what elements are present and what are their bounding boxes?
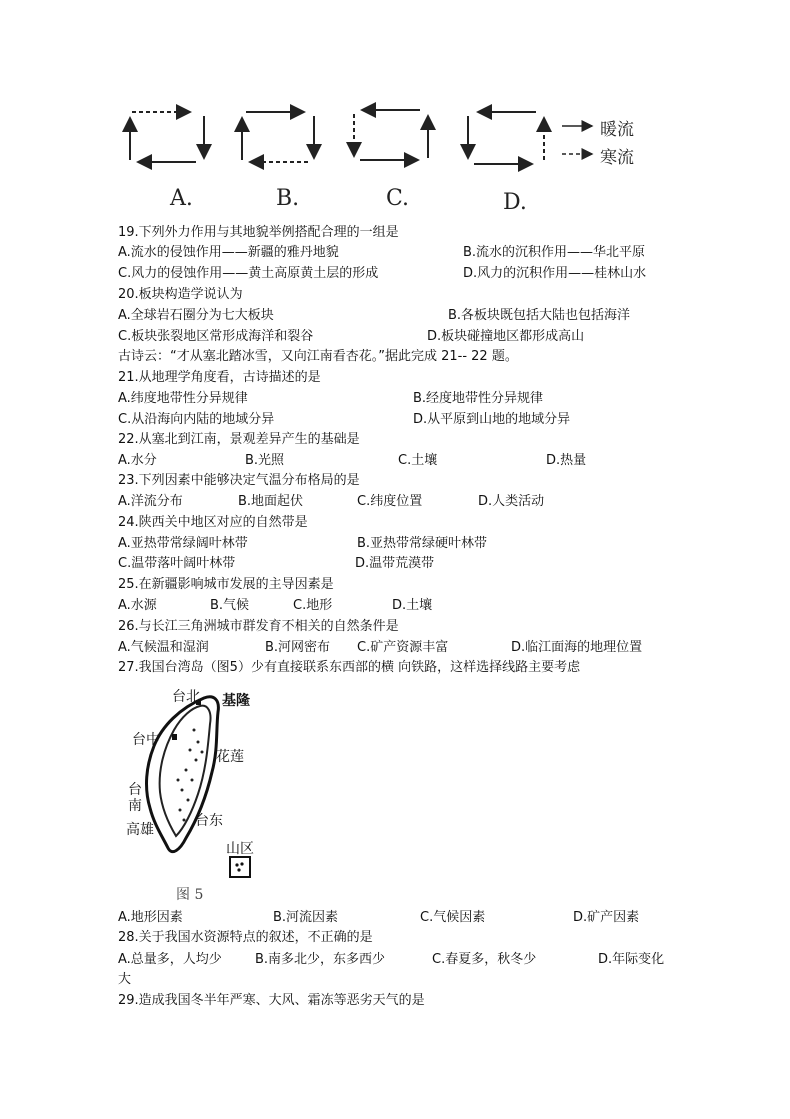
q20-stem: 20.板块构造学说认为 xyxy=(118,287,243,302)
caption-d: D. xyxy=(503,190,527,215)
q19-option-c: C.风力的侵蚀作用——黄土高原黄土层的形成 xyxy=(118,266,379,281)
map-legend-mountain: 山区 xyxy=(226,841,254,857)
q23-option-a: A.洋流分布 xyxy=(118,494,183,509)
q28-option-d-continued: 大 xyxy=(118,972,132,987)
caption-a: A. xyxy=(170,186,193,211)
q22-option-a: A.水分 xyxy=(118,453,157,468)
q22-option-c: C.土壤 xyxy=(398,453,438,468)
q28-option-a: A.总量多，人均少 xyxy=(118,952,222,967)
q25-option-a: A.水源 xyxy=(118,598,157,613)
map-label-taibei: 台北 xyxy=(172,689,200,705)
q26-option-d: D.临江面海的地理位置 xyxy=(511,640,643,655)
q19-stem: 19.下列外力作用与其地貌举例搭配合理的一组是 xyxy=(118,225,399,240)
diagram-d xyxy=(468,112,544,164)
q24-option-b: B.亚热带常绿硬叶林带 xyxy=(357,536,488,551)
map-label-taidong: 台东 xyxy=(195,813,223,829)
diagram-a xyxy=(130,112,204,162)
city-marker-taizhong xyxy=(172,734,177,740)
q19-option-a: A.流水的侵蚀作用——新疆的雅丹地貌 xyxy=(118,245,339,260)
q25-option-b: B.气候 xyxy=(210,598,250,613)
q20-option-c: C.板块张裂地区常形成海洋和裂谷 xyxy=(118,329,314,344)
q21-option-c: C.从沿海向内陆的地域分异 xyxy=(118,412,275,427)
map-label-hualian: 花莲 xyxy=(216,749,244,765)
map-label-tainan: 台 南 xyxy=(128,782,142,814)
q22-option-b: B.光照 xyxy=(245,453,285,468)
q22-option-d: D.热量 xyxy=(546,453,587,468)
q28-option-c: C.春夏多，秋冬少 xyxy=(432,952,537,967)
q24-option-a: A.亚热带常绿阔叶林带 xyxy=(118,536,248,551)
caption-c: C. xyxy=(386,186,410,211)
q19-option-d: D.风力的沉积作用——桂林山水 xyxy=(463,266,647,281)
q29-stem: 29.造成我国冬半年严寒、大风、霜冻等恶劣天气的是 xyxy=(118,993,425,1008)
q24-option-d: D.温带荒漠带 xyxy=(355,556,435,571)
q21-option-a: A.纬度地带性分异规律 xyxy=(118,391,248,406)
q26-option-a: A.气候温和湿润 xyxy=(118,640,209,655)
diagram-b xyxy=(242,112,314,162)
ocean-current-diagrams xyxy=(118,100,678,190)
q28-option-d: D.年际变化 xyxy=(598,952,665,967)
q20-option-a: A.全球岩石圈分为七大板块 xyxy=(118,308,274,323)
q23-option-c: C.纬度位置 xyxy=(357,494,423,509)
q25-option-c: C.地形 xyxy=(293,598,333,613)
q26-option-b: B.河网密布 xyxy=(265,640,331,655)
q24-stem: 24.陕西关中地区对应的自然带是 xyxy=(118,515,308,530)
poem-intro: 古诗云：“才从塞北踏冰雪，又向江南看杏花。”据此完成 21-- 22 题。 xyxy=(118,349,518,364)
q23-stem: 23.下列因素中能够决定气温分布格局的是 xyxy=(118,473,360,488)
q25-option-d: D.土壤 xyxy=(392,598,433,613)
caption-b: B. xyxy=(276,186,300,211)
map-label-jilong: 基隆 xyxy=(222,693,250,709)
figure-caption: 图 5 xyxy=(176,887,204,903)
q26-stem: 26.与长江三角洲城市群发育不相关的自然条件是 xyxy=(118,619,399,634)
q27-option-b: B.河流因素 xyxy=(273,910,339,925)
q21-option-d: D.从平原到山地的地域分异 xyxy=(413,412,571,427)
q28-stem: 28.关于我国水资源特点的叙述，不正确的是 xyxy=(118,930,373,945)
q26-option-c: C.矿产资源丰富 xyxy=(357,640,449,655)
q22-stem: 22.从塞北到江南，景观差异产生的基础是 xyxy=(118,432,360,447)
q28-option-b: B.南多北少，东多西少 xyxy=(255,952,386,967)
legend-cold-label: 寒流 xyxy=(600,148,634,168)
q23-option-d: D.人类活动 xyxy=(478,494,545,509)
q27-option-c: C.气候因素 xyxy=(420,910,486,925)
q20-option-d: D.板块碰撞地区都形成高山 xyxy=(427,329,585,344)
q25-stem: 25.在新疆影响城市发展的主导因素是 xyxy=(118,577,334,592)
mountain-legend-box xyxy=(229,856,251,878)
diagram-c xyxy=(354,110,428,160)
q27-stem: 27.我国台湾岛（图5）少有直接联系东西部的横 向铁路，这样选择线路主要考虑 xyxy=(118,660,581,675)
map-label-gaoxiong: 高雄 xyxy=(126,822,154,838)
q27-option-d: D.矿产因素 xyxy=(573,910,640,925)
q23-option-b: B.地面起伏 xyxy=(238,494,304,509)
q27-option-a: A.地形因素 xyxy=(118,910,183,925)
q24-option-c: C.温带落叶阔叶林带 xyxy=(118,556,236,571)
q21-option-b: B.经度地带性分异规律 xyxy=(413,391,544,406)
legend-warm-label: 暖流 xyxy=(600,120,634,140)
q21-stem: 21.从地理学角度看，古诗描述的是 xyxy=(118,370,321,385)
q19-option-b: B.流水的沉积作用——华北平原 xyxy=(463,245,646,260)
map-label-taizhong: 台中 xyxy=(132,732,160,748)
q20-option-b: B.各板块既包括大陆也包括海洋 xyxy=(448,308,631,323)
